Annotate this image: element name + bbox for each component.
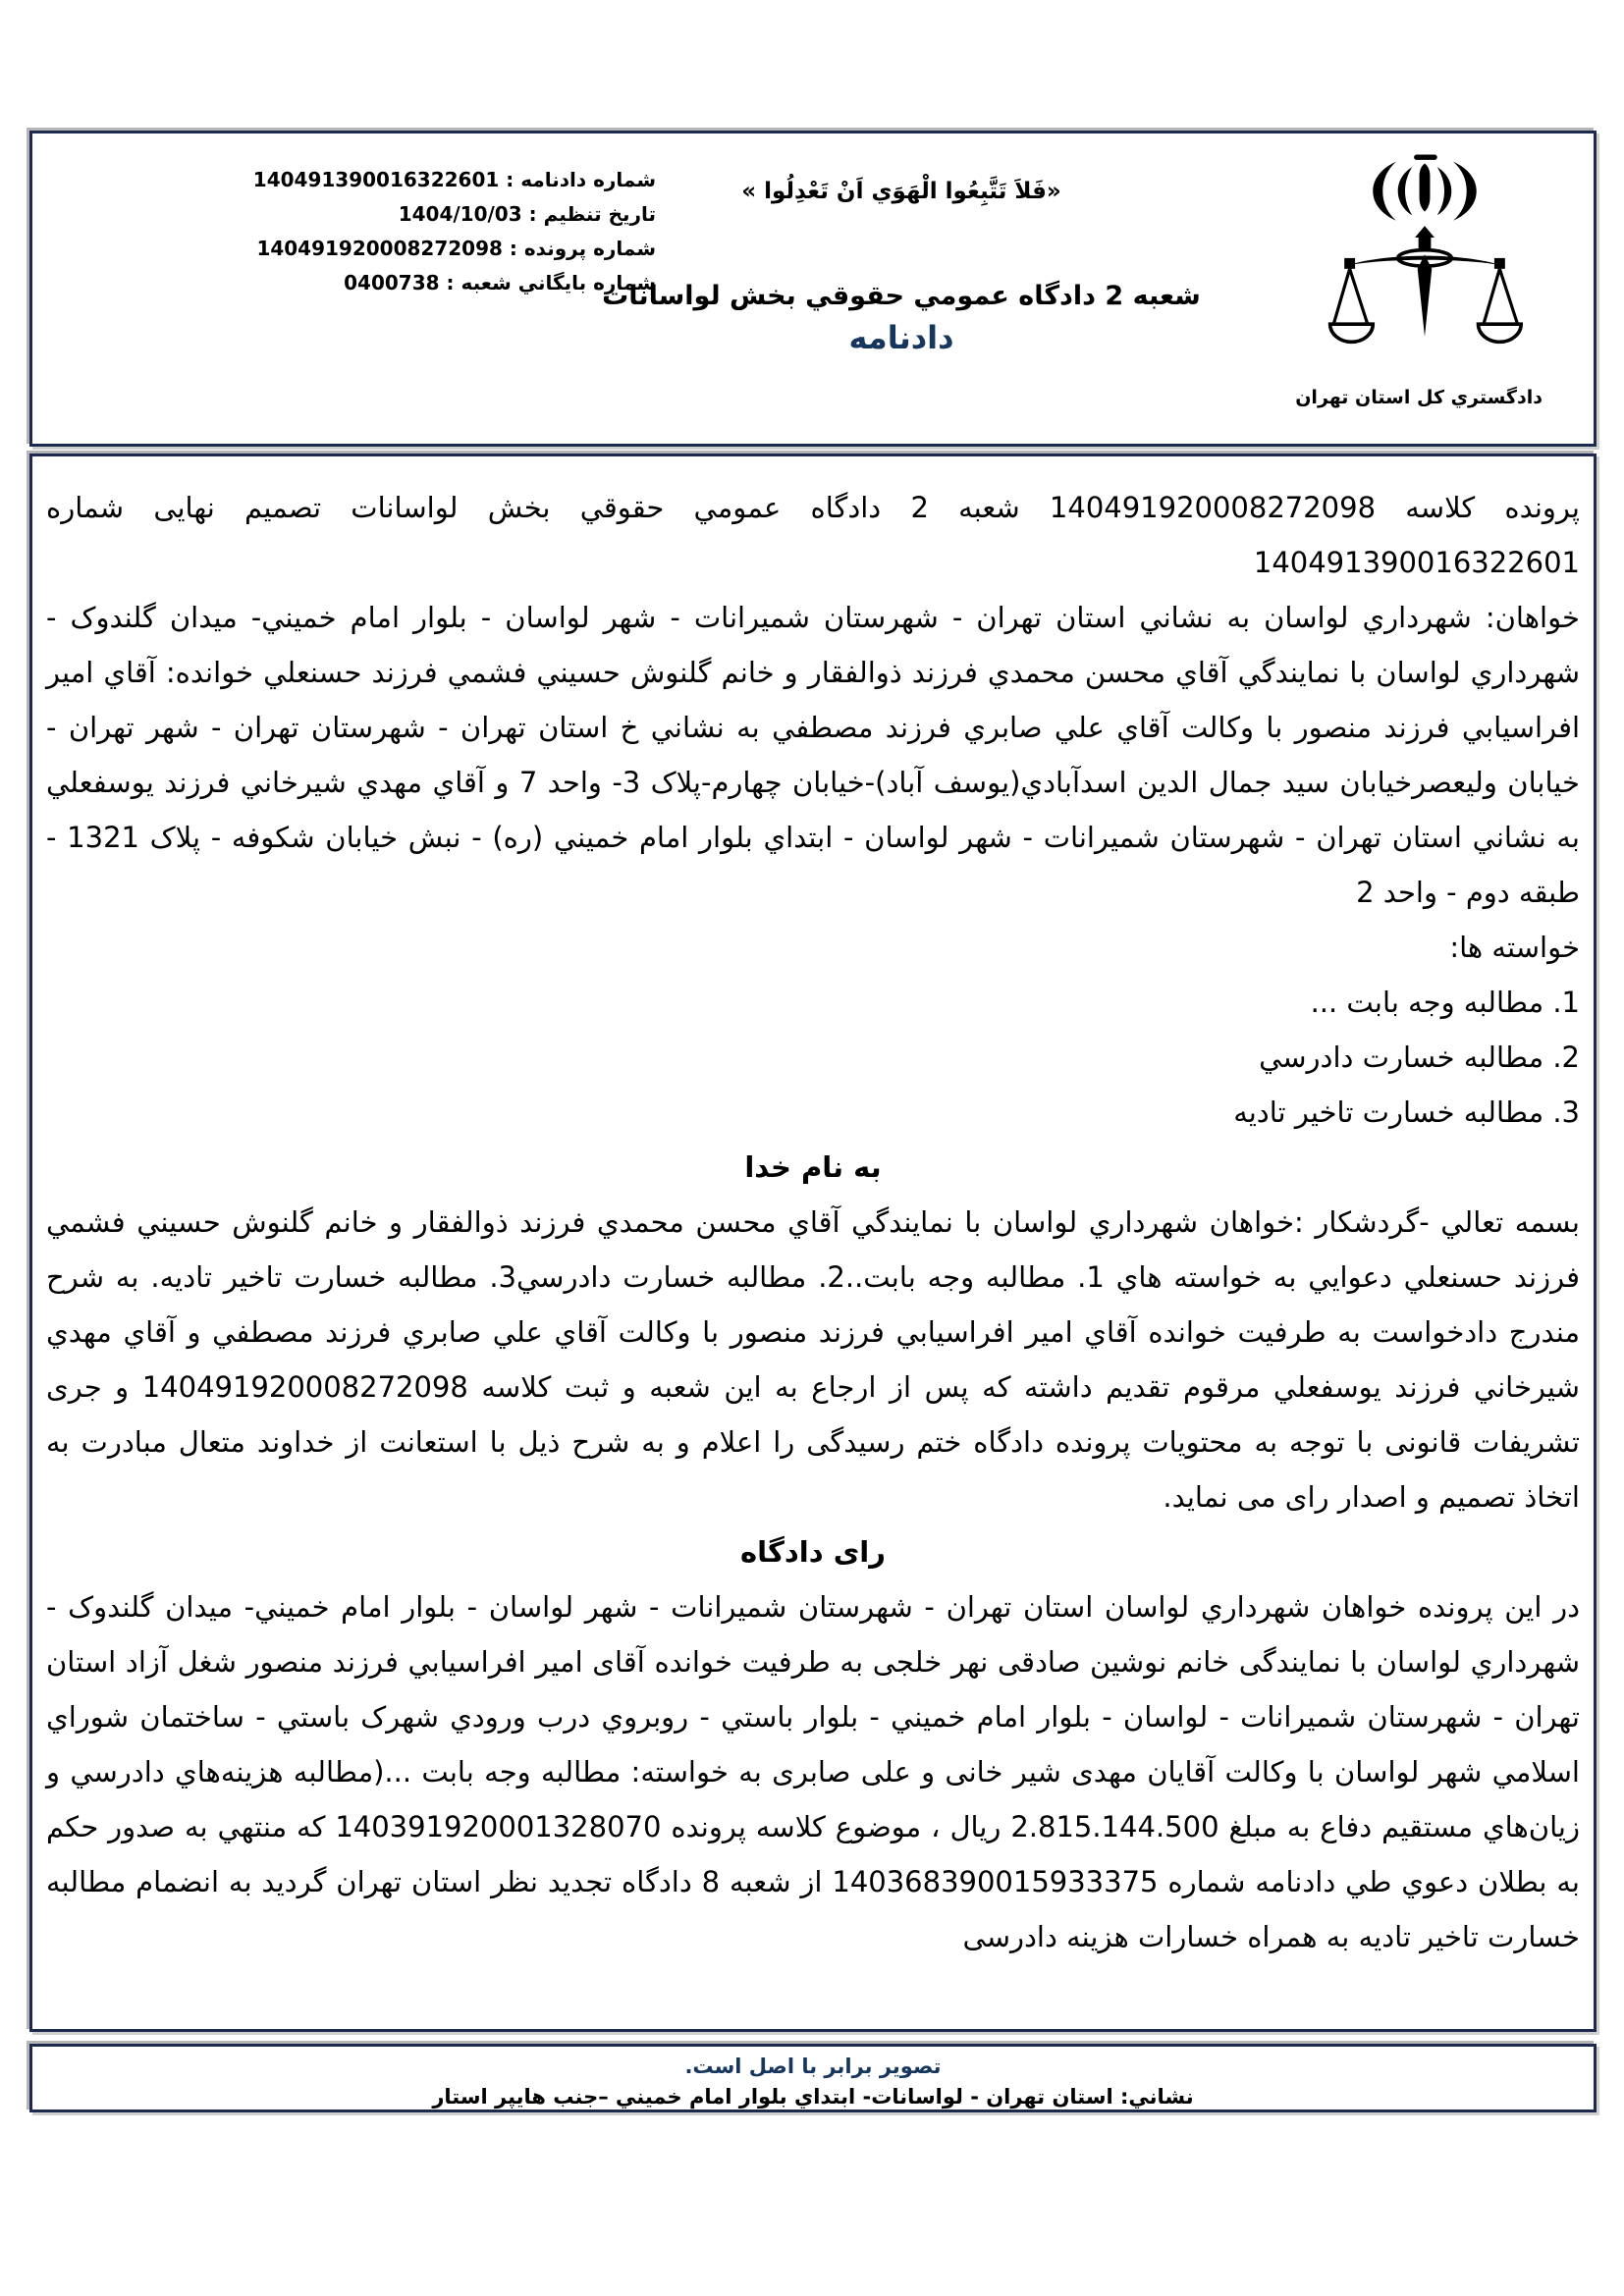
judgment-number-value: 140491390016322601 <box>252 168 500 191</box>
iran-emblem-icon <box>1373 154 1476 220</box>
judiciary-logo <box>1295 149 1543 408</box>
archive-number-value: 0400738 <box>344 271 440 294</box>
parties-paragraph: خواهان: شهرداري لواسان به نشاني استان تهران - شهرستان شميرانات - شهر لواسان - بلوار امام خميني- ميدان گلندوک - شهرداري لواسان با نمايندگي آقاي محسن محمدي فرزند ذوالفقار و خانم گلنوش حسيني فشمي فرزند حسنعلي خوانده: آقاي امير افراسيابي فرزند منصور با وکالت آقاي علي صابري فرزند مصطفي به نشاني خ استان تهران - شهرستان تهران - شهر تهران - خيابان وليعصرخيابان سيد جمال الدين اسدآبادي(يوسف آباد)-خيابان چهارم-پلاک 3- واحد 7 و آقاي مهدي شيرخاني فرزند يوسفعلي به نشاني استان تهران - شهرستان شميرانات - شهر لواسان - ابتداي بلوار امام خميني (ره) - نبش خيابان شکوفه - پلاک 1321 - طبقه دوم - واحد 2 <box>46 601 1580 909</box>
verdict-paragraph: در اين پرونده خواهان شهرداري لواسان استان تهران - شهرستان شميرانات - شهر لواسان - بلوار امام خميني- ميدان گلندوک - شهرداري لواسان با نمايندگی خانم نوشين صادقی نهر خلجی به طرفيت خوانده آقای امير افراسيابي فرزند منصور شغل آزاد استان تهران - شهرستان شميرانات - لواسان - بلوار امام خميني - بلوار باستي - روبروي درب ورودي شهرک باستي - ساختمان شوراي اسلامي شهر لواسان با وکالت آقایان مهدی شیر خانی و علی صابری به خواسته: مطالبه وجه بابت ...(مطالبه هزینه‌هاي دادرسي و زیان‌هاي مستقیم دفاع به مبلغ 2.815.144.500 ریال ، موضوع کلاسه پرونده 140391920001328070 که منتهي به صدور حکم به بطلان دعوي طي دادنامه شماره 140368390015933375 از شعبه 8 دادگاه تجدید نظر استان تهران گردید به انضمام مطالبه خسارت تاخیر تادیه به همراه خسارات هزینه دادرسی <box>46 1590 1580 1953</box>
judgment-number-label: شماره دادنامه : <box>506 168 656 191</box>
balance-icon <box>1330 226 1522 342</box>
scales-of-justice-icon <box>1326 149 1523 385</box>
verdict-heading: رای دادگاه <box>740 1535 886 1569</box>
claims-label: خواسته ها: <box>1449 931 1580 964</box>
certified-copy-note: تصویر برابر با اصل است. <box>684 2055 942 2078</box>
case-reference: پرونده کلاسه 140491920008272098 شعبه 2 دادگاه عمومي حقوقي بخش لواسانات تصمیم نهایی شماره 140491390016322601 <box>46 491 1580 579</box>
case-number-value: 140491920008272098 <box>256 237 503 260</box>
claim-item-1: 1. مطالبه وجه بابت ... <box>1310 986 1580 1019</box>
claim-item-3: 3. مطالبه خسارت تاخير تاديه <box>1233 1095 1580 1129</box>
claim-item-2: 2. مطالبه خسارت دادرسي <box>1259 1041 1580 1074</box>
header-center <box>381 133 1422 356</box>
document-header <box>29 131 1597 447</box>
court-address: نشاني: استان تهران - لواسانات- ابتداي بلوار امام خميني –جنب هايپر استار <box>432 2085 1194 2109</box>
bismillah-heading: به نام خدا <box>744 1150 882 1184</box>
court-branch-name: شعبه 2 دادگاه عمومي حقوقي بخش لواسانات <box>602 281 1201 311</box>
issue-date-label: تاريخ تنظيم : <box>528 202 656 226</box>
judiciary-name: دادگستري کل استان تهران <box>1295 387 1543 408</box>
document-body <box>29 454 1597 2032</box>
proceedings-paragraph: بسمه تعالي -گردشکار :خواهان شهرداري لواسان با نمايندگي آقاي محسن محمدي فرزند ذوالفقار و خانم گلنوش حسيني فشمي فرزند حسنعلي دعوايي به خواسته هاي 1. مطالبه وجه بابت..2. مطالبه خسارت دادرسي3. مطالبه خسارت تاخير تاديه. به شرح مندرج دادخواست به طرفيت خوانده آقاي امير افراسيابي فرزند منصور با وکالت آقاي علي صابري فرزند مصطفي و آقاي مهدي شيرخاني فرزند يوسفعلي مرقوم تقديم داشته که پس از ارجاع به اين شعبه و ثبت کلاسه 140491920008272098 و جری تشریفات قانونی با توجه به محتویات پرونده دادگاه ختم رسیدگی را اعلام و به شرح ذیل با استعانت از خداوند متعال مبادرت به اتخاذ تصمیم و اصدار رای می نماید. <box>46 1205 1580 1514</box>
issue-date-value: 1404/10/03 <box>398 202 522 226</box>
quran-verse: «فَلاَ تَتَّبِعُوا الْهَوَي اَنْ تَعْدِلُوا » <box>741 179 1061 204</box>
document-footer <box>29 2044 1597 2112</box>
archive-number-label: شماره بايگاني شعبه : <box>446 271 656 294</box>
case-number-label: شماره پرونده : <box>509 237 656 260</box>
document-title: دادنامه <box>848 319 954 356</box>
